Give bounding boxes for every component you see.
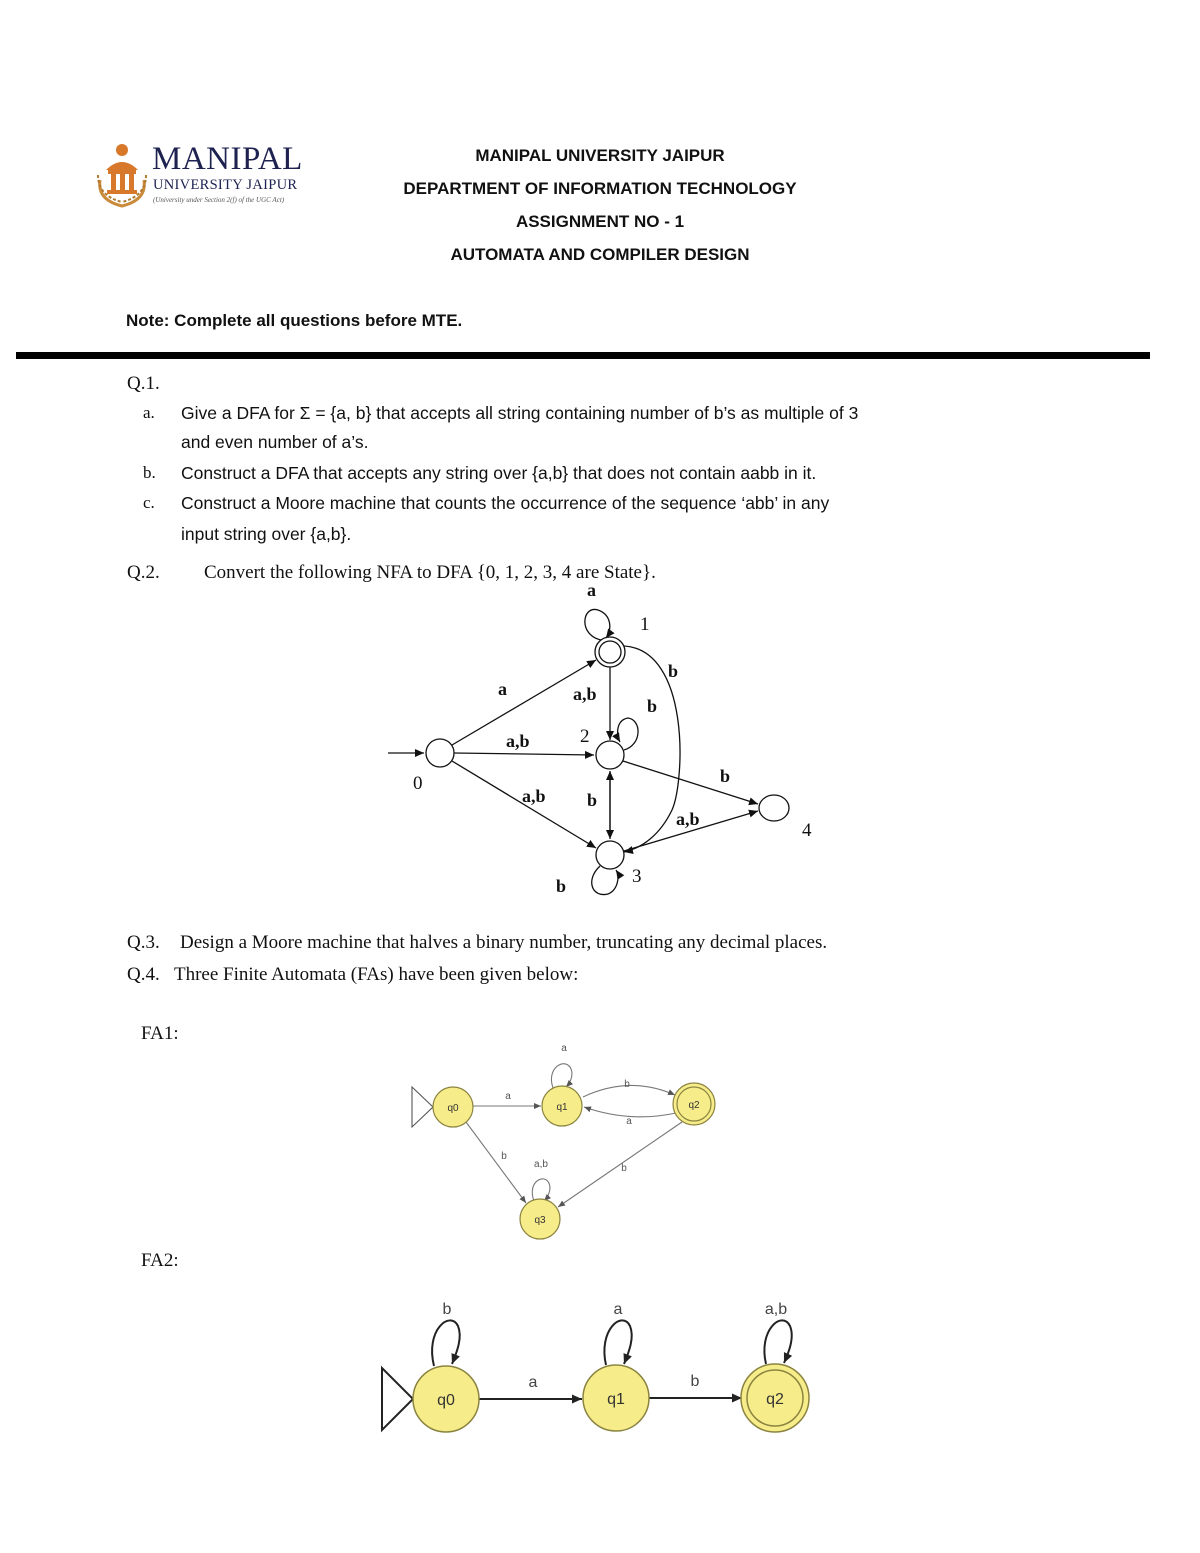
q3-label: Q.3. (127, 932, 160, 953)
q4-text: Three Finite Automata (FAs) have been given below: (174, 964, 579, 985)
fa2-label: FA2: (141, 1250, 179, 1271)
fa1-edge-label: a (626, 1116, 632, 1127)
fa2-edge-label: a,b (764, 1301, 788, 1318)
instruction-note: Note: Complete all questions before MTE. (126, 311, 463, 330)
fa1-state-label: q0 (447, 1103, 459, 1114)
fa1-state-label: q2 (688, 1100, 700, 1111)
fa2-self-q0 (432, 1320, 460, 1366)
edge-label: a (587, 580, 596, 600)
q1-item-letter: c. (143, 493, 155, 512)
fa2-diagram (370, 1290, 830, 1450)
fa2-state-label: q2 (766, 1391, 784, 1408)
fa2-start-triangle (382, 1368, 413, 1430)
fa2-edge-label: b (690, 1373, 700, 1390)
title-line: MANIPAL UNIVERSITY JAIPUR (475, 146, 725, 165)
self-loop-1 (585, 609, 610, 640)
fa1-edge-label: b (621, 1163, 627, 1174)
q1-label: Q.1. (127, 373, 160, 394)
q2-label: Q.2. (127, 562, 160, 583)
q2-text: Convert the following NFA to DFA {0, 1, 2, 3, 4 are State}. (204, 562, 656, 583)
document-title (330, 144, 870, 276)
fa1-self-q1 (551, 1064, 572, 1088)
edge-label: a,b (573, 684, 597, 704)
nfa-state-3 (596, 841, 624, 869)
fa1-state-label: q3 (534, 1215, 546, 1226)
edge-label: b (647, 696, 658, 716)
fa2-edge-label: a (613, 1301, 623, 1318)
fa1-state-label: q1 (556, 1102, 568, 1113)
fa1-edge-label: b (624, 1079, 630, 1090)
fa1-edge-label: b (501, 1151, 507, 1162)
fa2-self-q1 (604, 1320, 631, 1365)
edge-label: a (498, 679, 507, 699)
title-line: DEPARTMENT OF INFORMATION TECHNOLOGY (403, 179, 797, 198)
self-loop-3 (592, 866, 618, 895)
fa1-edge-q0-q3 (466, 1122, 526, 1203)
q1c-line2: input string over {a,b}. (181, 524, 352, 544)
nfa-diagram (380, 580, 840, 905)
q1-item-letter: a. (143, 403, 155, 422)
fa1-edge-label: a (505, 1091, 511, 1102)
fa1-start-triangle (412, 1087, 433, 1127)
fa2-self-q2 (764, 1320, 791, 1364)
edge-label: b (587, 790, 598, 810)
q1a-line2: and even number of a’s. (181, 432, 369, 452)
fa1-edge-label: a (561, 1043, 567, 1054)
title-line: ASSIGNMENT NO - 1 (515, 212, 685, 231)
nfa-state-2 (596, 741, 624, 769)
nfa-state-4 (759, 795, 789, 821)
q4-label: Q.4. (127, 964, 160, 985)
nfa-state-0 (426, 739, 454, 767)
fa1-self-q3 (532, 1179, 550, 1201)
fa1-edge-label: a,b (534, 1159, 548, 1170)
logo-subtitle: UNIVERSITY JAIPUR (153, 177, 298, 193)
edge-label: b (556, 876, 567, 896)
state-label-3: 3 (632, 866, 642, 887)
edge-label: a,b (522, 786, 546, 806)
state-label-2: 2 (580, 726, 590, 747)
fa2-state-label: q0 (437, 1392, 455, 1409)
logo-tagline: (University under Section 2(f) of the UGC Act) (153, 196, 285, 204)
state-label-1: 1 (640, 614, 650, 635)
state-label-0: 0 (413, 773, 423, 794)
fa1-diagram (400, 1035, 740, 1245)
state-label-4: 4 (802, 820, 812, 841)
q3-text: Design a Moore machine that halves a binary number, truncating any decimal places. (180, 932, 828, 953)
title-line: AUTOMATA AND COMPILER DESIGN (450, 245, 750, 264)
fa1-edge-q2-q3 (558, 1122, 682, 1207)
nfa-state-1-accept-ring (599, 641, 621, 663)
edge-label: b (720, 766, 731, 786)
edge-label: a,b (506, 731, 530, 751)
divider (16, 352, 1150, 359)
q1b-line1: Construct a DFA that accepts any string over {a,b} that does not contain aabb in it. (181, 463, 817, 483)
emblem-icon (92, 140, 152, 210)
edge-0-2 (454, 753, 594, 755)
fa2-edge-label: b (442, 1301, 452, 1318)
fa1-label: FA1: (141, 1023, 179, 1044)
q1a-line1: Give a DFA for Σ = {a, b} that accepts all string containing number of b’s as multiple of 3 (181, 403, 859, 423)
q1c-line1: Construct a Moore machine that counts the occurrence of the sequence ‘abb’ in any (181, 493, 830, 513)
fa2-state-label: q1 (607, 1391, 625, 1408)
fa2-edge-label: a (528, 1374, 538, 1391)
logo-wordmark: MANIPAL (152, 141, 303, 177)
edge-label: a,b (676, 809, 700, 829)
edge-2-4 (623, 761, 758, 804)
edge-label: b (668, 661, 679, 681)
q1-item-letter: b. (143, 463, 156, 482)
